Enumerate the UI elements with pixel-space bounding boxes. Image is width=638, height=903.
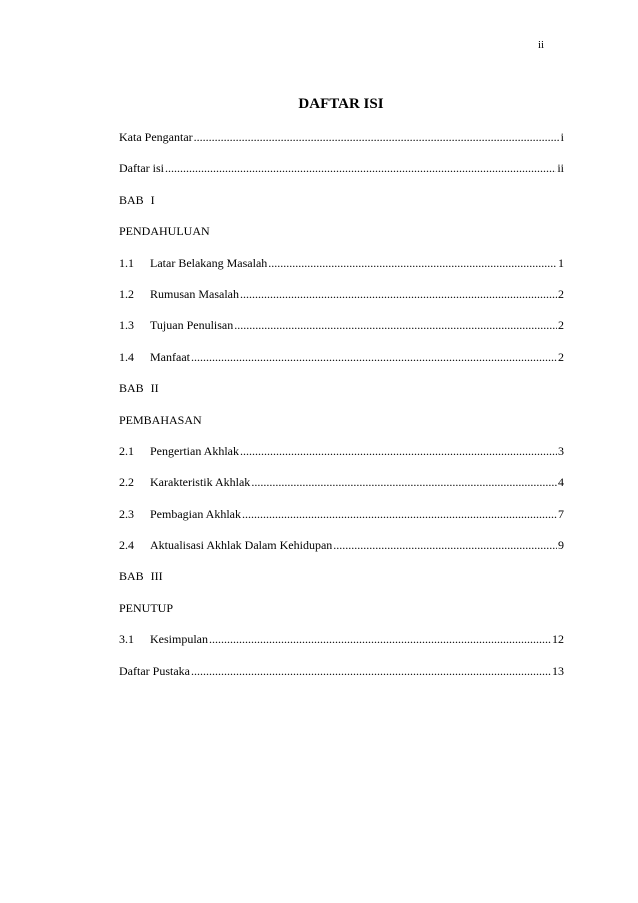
toc-entry-3-1[interactable] xyxy=(119,632,564,663)
toc-entry-2-2[interactable] xyxy=(119,475,564,506)
toc-entry-label: Pembagian Akhlak xyxy=(150,506,241,521)
toc-leader-dots xyxy=(194,130,560,145)
toc-entry-page: 7 xyxy=(558,506,564,521)
toc-entry-number: 2.1 xyxy=(119,443,134,458)
toc-entry-2-3[interactable] xyxy=(119,507,564,538)
chapter-title-label: PEMBAHASAN xyxy=(119,412,202,427)
toc-entry-page: i xyxy=(560,130,564,144)
toc-entry-1-4[interactable] xyxy=(119,350,564,381)
toc-entry-page: 2 xyxy=(558,318,564,333)
toc-leader-dots xyxy=(333,538,557,553)
page-title: DAFTAR ISI xyxy=(298,96,384,112)
chapter-title-label: PENDAHULUAN xyxy=(119,224,210,239)
chapter-heading-label: BAB I xyxy=(119,192,155,207)
toc-entry-label: Rumusan Masalah xyxy=(150,286,239,301)
toc-entry-number: 1.2 xyxy=(119,286,134,301)
toc-entry-page: 9 xyxy=(558,538,564,553)
chapter-title-label: PENUTUP xyxy=(119,600,174,615)
toc-entry-label: Kata Pengantar xyxy=(119,130,193,144)
chapter-heading-bab-1 xyxy=(119,193,564,224)
toc-entry-page: 13 xyxy=(552,663,564,678)
toc-entry-page: 2 xyxy=(558,349,564,364)
toc-leader-dots xyxy=(191,350,557,365)
page-number: ii xyxy=(538,39,545,51)
toc-leader-dots xyxy=(268,256,557,271)
toc-entry-2-1[interactable] xyxy=(119,444,564,475)
toc-entry-number: 1.1 xyxy=(119,255,134,270)
toc-entry-page: ii xyxy=(557,161,564,176)
toc-entry-page: 4 xyxy=(558,475,564,490)
toc-entry-2-4[interactable] xyxy=(119,538,564,569)
toc-entry-label: Manfaat xyxy=(150,349,190,364)
toc-entry-number: 1.3 xyxy=(119,318,134,333)
toc-entry-kata-pengantar[interactable] xyxy=(119,130,564,161)
toc-leader-dots xyxy=(251,475,557,490)
toc-entry-label: Kesimpulan xyxy=(150,632,208,647)
toc-leader-dots xyxy=(242,507,557,522)
toc-leader-dots xyxy=(209,632,551,647)
toc-leader-dots xyxy=(240,287,557,302)
toc-entry-label: Tujuan Penulisan xyxy=(150,318,234,333)
chapter-heading-bab-2 xyxy=(119,381,564,412)
chapter-heading-bab-3 xyxy=(119,569,564,600)
toc-entry-1-2[interactable] xyxy=(119,287,564,318)
chapter-title-bab-1 xyxy=(119,224,564,255)
toc-entry-page: 3 xyxy=(558,443,564,458)
toc-entry-number: 2.4 xyxy=(119,538,134,553)
toc-entry-page: 2 xyxy=(558,286,564,301)
toc-leader-dots xyxy=(234,318,557,333)
toc-entry-1-1[interactable] xyxy=(119,256,564,287)
chapter-heading-label: BAB III xyxy=(119,569,163,584)
chapter-heading-label: BAB II xyxy=(119,381,159,396)
toc-entry-page: 12 xyxy=(552,632,564,647)
toc-entry-label: Aktualisasi Akhlak Dalam Kehidupan xyxy=(150,538,333,553)
chapter-title-bab-2 xyxy=(119,413,564,444)
toc-entry-number: 2.3 xyxy=(119,506,134,521)
toc-leader-dots xyxy=(240,444,557,459)
toc-entry-label: Pengertian Akhlak xyxy=(150,443,239,458)
toc-entry-number: 1.4 xyxy=(119,349,134,364)
toc-entry-label: Latar Belakang Masalah xyxy=(150,255,268,270)
toc-entry-daftar-pustaka[interactable] xyxy=(119,664,564,695)
toc-leader-dots xyxy=(191,664,551,679)
toc-entry-daftar-isi[interactable] xyxy=(119,161,564,192)
toc-entry-label: Daftar isi xyxy=(119,161,164,176)
toc-entry-page: 1 xyxy=(558,255,564,270)
table-of-contents xyxy=(119,130,564,695)
toc-entry-label: Karakteristik Akhlak xyxy=(150,475,251,490)
toc-leader-dots xyxy=(165,161,556,176)
toc-entry-number: 2.2 xyxy=(119,475,134,490)
chapter-title-bab-3 xyxy=(119,601,564,632)
toc-entry-label: Daftar Pustaka xyxy=(119,663,190,678)
toc-entry-number: 3.1 xyxy=(119,632,134,647)
toc-entry-1-3[interactable] xyxy=(119,318,564,349)
